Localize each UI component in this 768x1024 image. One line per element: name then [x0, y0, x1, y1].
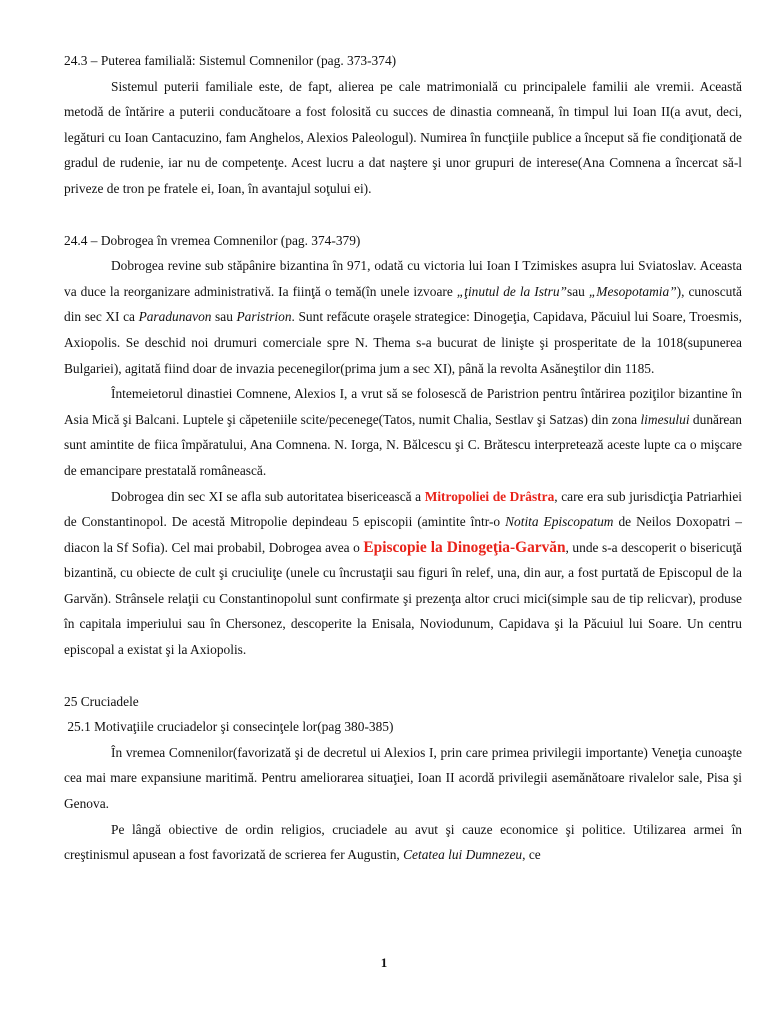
text-run: dunărean sunt amintite de fiica împăratului, Ana Comnena. N. Iorga, N. Bălcescu şi C. Brătescu interpretează aceste lupte ca o mişcare de emancipare prestatală românească. — [64, 411, 742, 478]
italic-run: Cetatea lui Dumnezeu — [403, 847, 523, 863]
italic-run: „Mesopotamia” — [588, 283, 677, 299]
page-number: 1 — [380, 955, 388, 970]
paragraph-dobrogea-reorganization — [64, 253, 742, 381]
paragraph-alexios-paristrion — [64, 381, 742, 483]
text-run: de Neilos Doxopatri – diacon la Sf Sofia). Cel mai probabil, Dobrogea avea o — [64, 514, 742, 555]
text-run: ), cunoscută din sec XI ca — [64, 283, 743, 325]
paragraph-venice-expansion: În vremea Comnenilor(favorizată şi de decretul ui Alexios I, prin care primea privilegii importante) Veneţia cunoaşte cea mai mare expansiune maritimă. Pentru ameliorarea situaţiei, Ioan II acordă privilegii asemănătoare rivalelor sale, Pisa şi Genova. — [64, 744, 742, 812]
text-run: , care era sub jurisdicţia Patriarhiei de Constantinopol. De acestă Mitropolie depindeau 5 episcopii (amintite într-o — [64, 488, 742, 530]
text-run: . Sunt refăcute oraşele strategice: Dinogeţia, Capidava, Păcuiul lui Soare, Troesmis, Axiopolis. Se deschid noi drumuri comerciale spre N. Thema s-a bucurat de linişte şi prosperitate de la 1018(supunerea Bulgariei), agitată fiind doar de invazia pecenegilor(prima jum a sec XI), până la revolta Asăneştilor din 1185. — [64, 309, 742, 376]
text-run: , ce — [522, 847, 541, 863]
text-run: Dobrogea revine sub stăpânire bizantina în 971, odată cu victoria lui Ioan I Tzimiskes asupra lui Sviatoslav. Aceasta va duce la reorganizare administrativă. Ia fiinţă o temă(în unele izvoare — [64, 258, 742, 299]
italic-run: „ţinutul de la Istru” — [456, 283, 567, 299]
text-run: Întemeietorul dinastiei Comnene, Alexios I, a vrut să se folosescă de Paristrion pentru întărirea poziţilor bizantine în Asia Mică şi Balcani. Luptele şi căpeteniile scite/pecenege(Tatos, numit Chalia, Sestlav şi Satzas) din zona — [64, 386, 742, 427]
text-run: sau — [567, 283, 589, 299]
section-heading-25-1: 25.1 Motivaţiile cruciadelor şi consecinţele lor(pag 380-385) — [64, 719, 394, 735]
highlight-episcopie: Episcopie la Dinogeţia-Garvăn — [363, 538, 566, 556]
section-heading-24-4: 24.4 – Dobrogea în vremea Comnenilor (pag. 374-379) — [64, 232, 361, 248]
text-run: Dobrogea din sec XI se afla sub autoritatea bisericească a — [111, 488, 425, 504]
text-run: sau — [211, 309, 237, 325]
document-page — [64, 48, 742, 868]
italic-run: Paristrion — [236, 309, 292, 325]
paragraph-crusade-causes — [64, 817, 742, 868]
section-heading-25: 25 Cruciadele — [64, 693, 139, 709]
text-run: , unde s-a descoperit o bisericuţă bizantină, cu obiecte de cult şi cruciuliţe (unele cu încrustaţii sau figuri în relef, una, din aur, a fost purtată de Episcopul de la Garvăn). Strânsele relaţii cu Constantinopolul sunt confirmate şi prezenţa altor cruci mici(simple sau de tip relicvar), produse în capitala imperiului sau în Chersonez, descoperite la Enisala, Noviodunum, Capidava şi la Păcuiul lui Soare. Un centru episcopal a existat şi la Axiopolis. — [64, 539, 742, 658]
paragraph-family-power: Sistemul puterii familiale este, de fapt, alierea pe cale matrimonială cu principalele familii ale vremii. Această metodă de întărire a puterii conducătoare a fost folosită cu succes de dinastia comneană, în timpul lui Ioan II(a avut, deci, legături cu Ioan Cantacuzino, fam Anghelos, Alexios Paleologul). Numirea în funcţiile publice a început să fie condiţionată de gradul de rudenie, iar nu de competenţe. Acest lucru a dat naştere şi unor grupuri de interese(Ana Comnena a încercat să-l priveze de tron pe fratele ei, Ioan, în avantajul soţului ei). — [64, 78, 742, 196]
text-run: Pe lângă obiective de ordin religios, cruciadele au avut şi cauze economice şi politice. Utilizarea armei în creştinismul apusean a fost favorizată de scrierea fer Augustin, — [64, 821, 742, 863]
section-gap — [64, 663, 742, 689]
italic-run: Notita Episcopatum — [505, 514, 614, 530]
italic-run: limesului — [640, 411, 690, 427]
italic-run: Paradunavon — [138, 309, 212, 325]
section-heading-24-3: 24.3 – Puterea familială: Sistemul Comnenilor (pag. 373-374) — [64, 53, 397, 68]
paragraph-church-authority — [64, 484, 742, 663]
highlight-mitropolie: Mitropoliei de Drâstra — [424, 488, 555, 504]
section-gap — [64, 202, 742, 228]
